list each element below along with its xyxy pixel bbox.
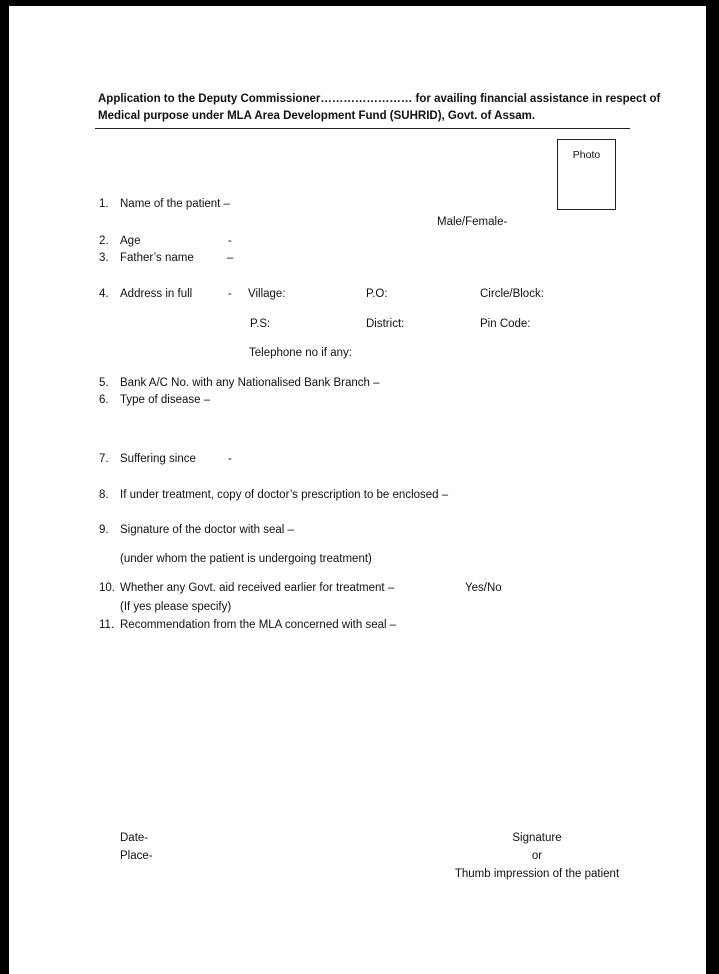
form-heading-line2: Medical purpose under MLA Area Development Fund (SUHRID), Govt. of Assam. <box>98 110 536 122</box>
fathers-name-label: Father’s name <box>120 252 194 264</box>
item-number: 5. <box>99 377 109 389</box>
item-number: 6. <box>99 394 109 406</box>
suffering-since-separator: - <box>228 453 232 465</box>
circle-block-label: Circle/Block: <box>480 288 544 300</box>
address-separator: - <box>228 288 232 300</box>
suffering-since-label: Suffering since <box>120 453 196 465</box>
bank-account-label: Bank A/C No. with any Nationalised Bank Branch – <box>120 377 380 389</box>
prescription-label: If under treatment, copy of doctor’s prescription to be enclosed – <box>120 489 449 501</box>
item-number: 11. <box>99 619 115 631</box>
or-label: or <box>531 850 543 862</box>
item-number: 1. <box>99 198 109 210</box>
gender-label: Male/Female- <box>437 216 508 228</box>
photo-label: Photo <box>572 149 601 161</box>
po-label: P.O: <box>366 288 388 300</box>
item-number: 7. <box>99 453 109 465</box>
ps-label: P.S: <box>250 318 271 330</box>
patient-name-label: Name of the patient – <box>120 198 230 210</box>
village-label: Village: <box>248 288 286 300</box>
doctor-signature-label: Signature of the doctor with seal – <box>120 524 294 536</box>
doctor-signature-note: (under whom the patient is undergoing treatment) <box>120 553 372 565</box>
form-page <box>9 6 706 974</box>
fathers-name-separator: – <box>227 252 234 264</box>
thumb-impression-label: Thumb impression of the patient <box>454 868 620 880</box>
item-number: 8. <box>99 489 109 501</box>
district-label: District: <box>366 318 405 330</box>
item-number: 10. <box>99 582 115 594</box>
address-label: Address in full <box>120 288 193 300</box>
telephone-label: Telephone no if any: <box>249 347 352 359</box>
form-heading-line1: Application to the Deputy Commissioner…………………… for availing financial assistance in respect of <box>98 93 661 105</box>
disease-type-label: Type of disease – <box>120 394 211 406</box>
age-separator: - <box>228 235 232 247</box>
photo-box <box>557 139 616 210</box>
item-number: 9. <box>99 524 109 536</box>
item-number: 4. <box>99 288 109 300</box>
govt-aid-answer: Yes/No <box>465 582 502 594</box>
item-number: 2. <box>99 235 109 247</box>
date-label: Date- <box>120 832 149 844</box>
pin-code-label: Pin Code: <box>480 318 531 330</box>
govt-aid-note: (If yes please specify) <box>120 601 232 613</box>
item-number: 3. <box>99 252 109 264</box>
age-label: Age <box>120 235 141 247</box>
mla-recommendation-label: Recommendation from the MLA concerned with seal – <box>120 619 397 631</box>
govt-aid-label: Whether any Govt. aid received earlier for treatment – <box>120 582 395 594</box>
place-label: Place- <box>120 850 153 862</box>
signature-label: Signature <box>512 832 562 844</box>
heading-divider <box>95 128 630 129</box>
